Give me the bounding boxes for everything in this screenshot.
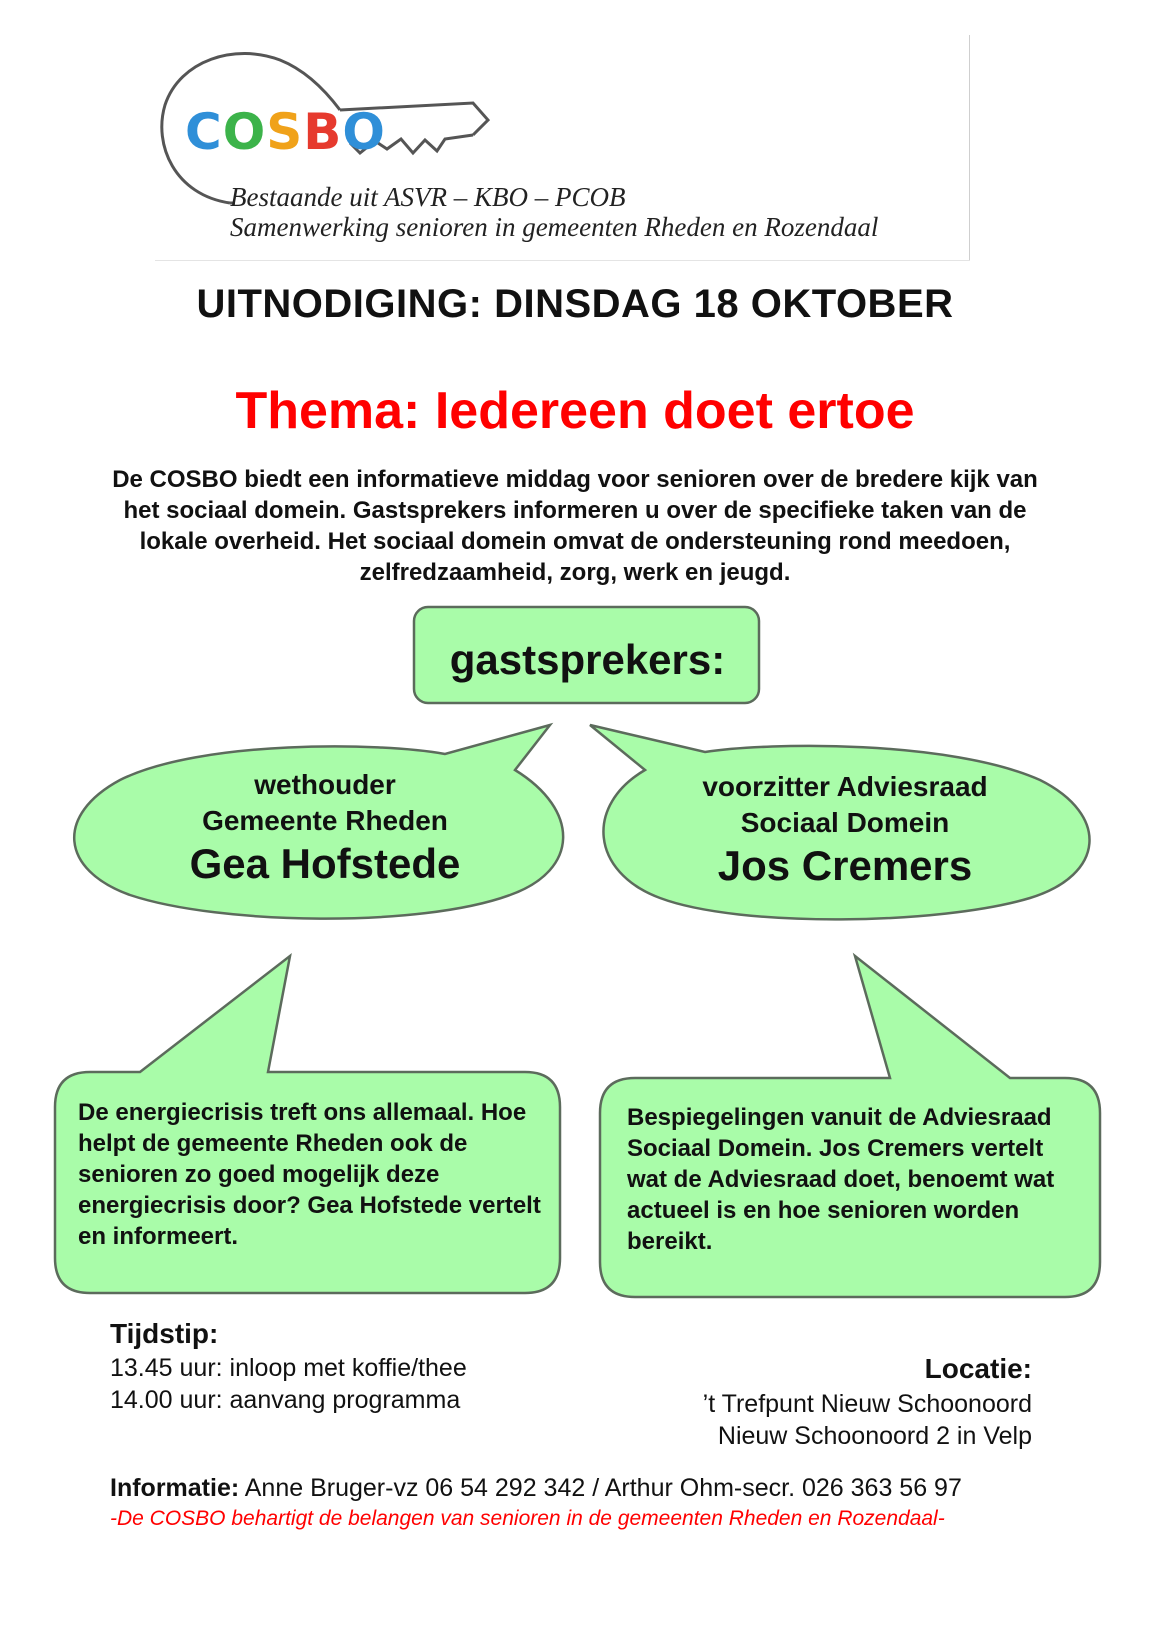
location-line: Nieuw Schoonoord 2 in Velp [717, 1422, 1032, 1450]
speaker-left [80, 767, 570, 889]
speaker-organisation: Sociaal Domein [740, 807, 950, 838]
location-label: Locatie: [924, 1353, 1032, 1384]
logo-tagline-2: Samenwerking senioren in gemeenten Rheden en Rozendaal [230, 212, 879, 242]
schedule-item: 13.45 uur: inloop met koffie/thee [110, 1354, 467, 1382]
logo-tagline-1: Bestaande uit ASVR – KBO – PCOB [230, 182, 626, 212]
logo-letter: O [222, 103, 267, 161]
logo-letter: B [303, 103, 343, 161]
speakers-heading: gastsprekers: [449, 636, 726, 683]
schedule-label: Tijdstip: [110, 1318, 219, 1349]
logo-letter: O [342, 103, 386, 161]
speaker-organisation: Gemeente Rheden [202, 805, 448, 836]
speaker-right [595, 769, 1095, 891]
logo-letter: C [185, 103, 223, 161]
intro-paragraph: De COSBO biedt een informatieve middag voor senioren over de bredere kijk van het sociaal domein. Gastsprekers informeren u over de specifieke taken van de lokale overheid. Het sociaal domein omvat de ondersteuning rond meedoen, zelfredzaamheid, zorg, werk en jeugd. [112, 466, 1038, 586]
contact-info-label: Informatie: [110, 1474, 240, 1502]
speaker-name: Jos Cremers [717, 842, 973, 889]
invitation-title: UITNODIGING: DINSDAG 18 OKTOBER [196, 282, 954, 326]
theme-title: Thema: Iedereen doet ertoe [235, 382, 915, 440]
speaker-role: wethouder [254, 769, 396, 800]
contact-info-text: Anne Bruger-vz 06 54 292 342 / Arthur Ohm-secr. 026 363 56 97 [239, 1474, 962, 1502]
contact-info [110, 1474, 962, 1503]
speaker-name: Gea Hofstede [189, 840, 461, 887]
speaker-role: voorzitter Adviesraad [702, 771, 988, 802]
location-line: ’t Trefpunt Nieuw Schoonoord [702, 1390, 1032, 1418]
logo-letter: S [266, 103, 304, 161]
schedule-item: 14.00 uur: aanvang programma [110, 1386, 461, 1414]
speaker-description-right: Bespiegelingen vanuit de Adviesraad Sociaal Domein. Jos Cremers vertelt wat de Adviesraad doet, benoemt wat actueel is en hoe senioren worden bereikt. [627, 1104, 1055, 1255]
footer-slogan: -De COSBO behartigt de belangen van senioren in de gemeenten Rheden en Rozendaal- [110, 1507, 945, 1530]
speaker-description-left: De energiecrisis treft ons allemaal. Hoe helpt de gemeente Rheden ook de senioren zo goed mogelijk deze energiecrisis door? Gea Hofstede vertelt en informeert. [78, 1099, 541, 1250]
